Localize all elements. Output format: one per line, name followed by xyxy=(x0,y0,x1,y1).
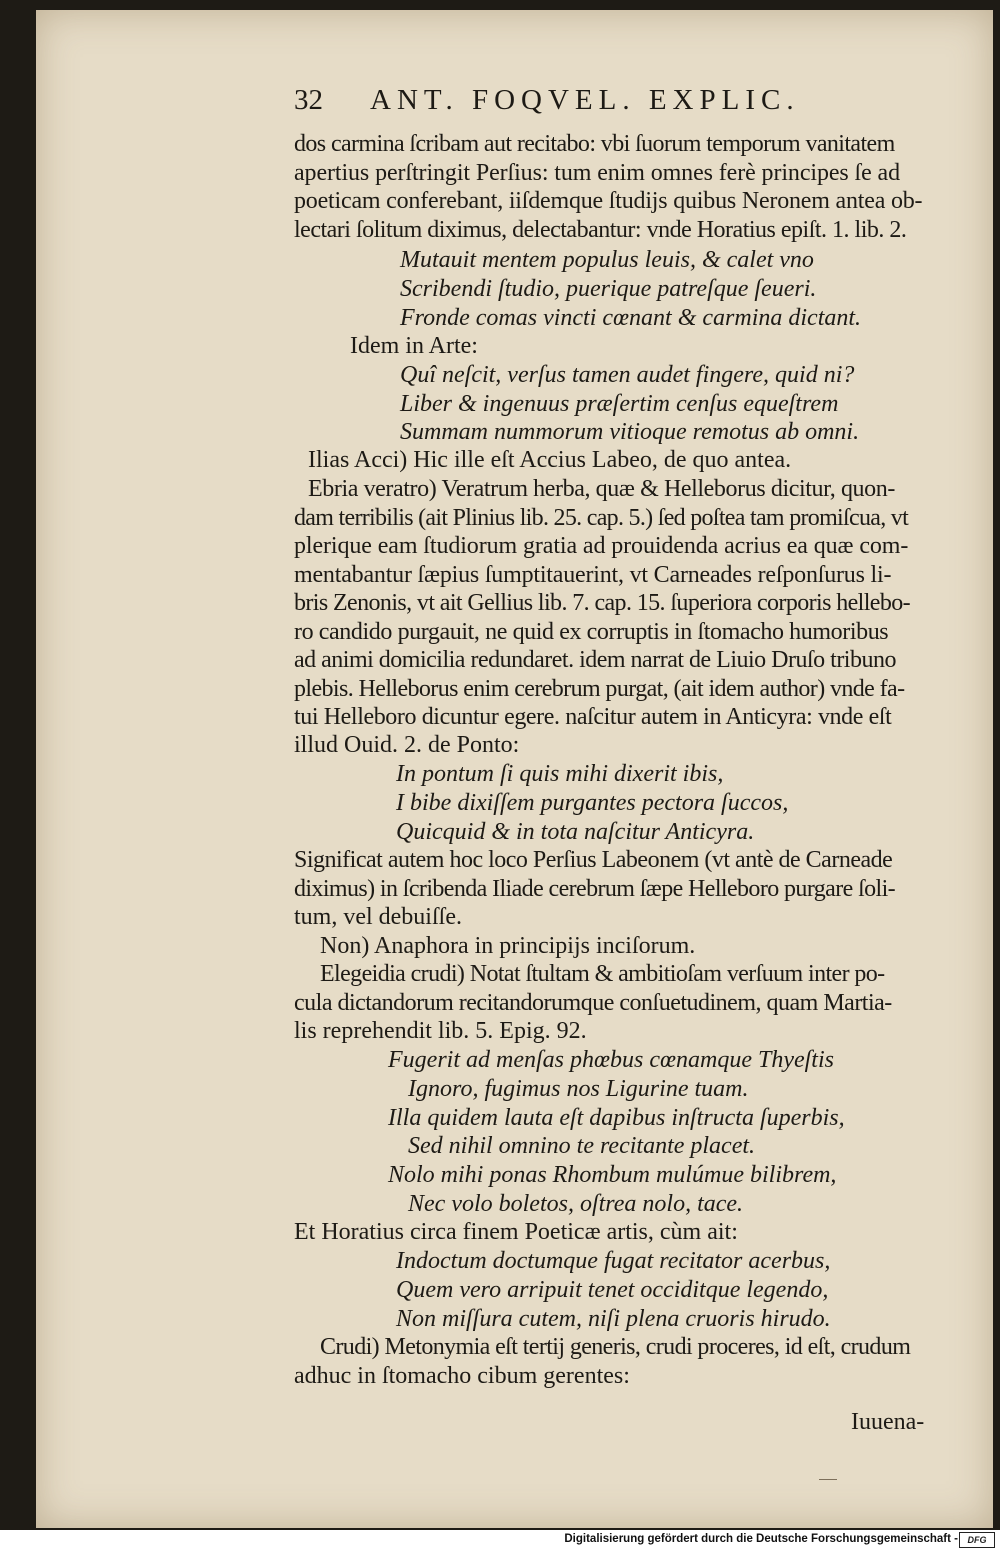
text-line: dos carmina ſcribam aut recitabo: vbi ſuorum temporum vanitatem xyxy=(294,131,895,157)
verse-line: Indoctum doctumque fugat recitator acerbus, xyxy=(396,1248,831,1274)
text-line: illud Ouid. 2. de Ponto: xyxy=(294,732,520,758)
verse-line: Illa quidem lauta eſt dapibus inſtructa ſuperbis, xyxy=(388,1105,845,1131)
text-line: diximus) in ſcribenda Iliade cerebrum ſæpe Helleboro purgare ſoli- xyxy=(294,876,896,902)
text-line: poeticam conferebant, iiſdemque ſtudijs quibus Neronem antea ob- xyxy=(294,188,923,214)
dfg-logo: DFG xyxy=(959,1532,995,1548)
text-line: Significat autem hoc loco Perſius Labeonem (vt antè de Carneade xyxy=(294,847,893,873)
verse-line: Nolo mihi ponas Rhombum mulúmue bilibrem, xyxy=(388,1162,837,1188)
verse-line: Mutauit mentem populus leuis, & calet vno xyxy=(400,247,814,273)
verse-line: Fronde comas vincti cœnant & carmina dictant. xyxy=(400,305,862,331)
text-line: ad animi domicilia redundaret. idem narrat de Liuio Druſo tribuno xyxy=(294,647,896,673)
verse-line: Sed nihil omnino te recitante placet. xyxy=(408,1133,756,1159)
digitization-footer xyxy=(0,1530,1000,1549)
text-line: lectari ſolitum diximus, delectabantur: vnde Horatius epiſt. 1. lib. 2. xyxy=(294,217,907,243)
page-mark xyxy=(819,1479,837,1480)
text-line: Elegeidia crudi) Notat ſtultam & ambitioſam verſuum inter po- xyxy=(320,961,885,987)
verse-line: Fugerit ad menſas phœbus cœnamque Thyeſtis xyxy=(388,1047,834,1073)
page-text xyxy=(36,10,993,1528)
text-line: ro candido purgauit, ne quid ex corruptis in ſtomacho humoribus xyxy=(294,619,889,645)
text-line: adhuc in ſtomacho cibum gerentes: xyxy=(294,1363,630,1389)
text-line: Ilias Acci) Hic ille eſt Accius Labeo, de quo antea. xyxy=(308,447,792,473)
text-line: tui Helleboro dicuntur egere. naſcitur autem in Anticyra: vnde eſt xyxy=(294,704,892,730)
text-line: dam terribilis (ait Plinius lib. 25. cap. 5.) ſed poſtea tam promiſcua, vt xyxy=(294,505,909,531)
verse-line: Quî neſcit, verſus tamen audet fingere, quid ni? xyxy=(400,362,855,388)
footer-credit: Digitalisierung gefördert durch die Deutsche Forschungsgemeinschaft - xyxy=(564,1533,958,1545)
verse-line: Quicquid & in tota naſcitur Anticyra. xyxy=(396,819,755,845)
text-line: bris Zenonis, vt ait Gellius lib. 7. cap. 15. ſuperiora corporis hellebo- xyxy=(294,590,911,616)
verse-line: Summam nummorum vitioque remotus ab omni. xyxy=(400,419,860,445)
verse-line: Liber & ingenuus præſertim cenſus equeſtrem xyxy=(400,391,839,417)
text-line: Crudi) Metonymia eſt tertij generis, crudi proceres, id eſt, crudum xyxy=(320,1334,911,1360)
verse-line: Scribendi ſtudio, puerique patreſque ſeueri. xyxy=(400,276,817,302)
text-line: Et Horatius circa finem Poeticæ artis, cùm ait: xyxy=(294,1219,738,1245)
verse-line: Ignoro, fugimus nos Ligurine tuam. xyxy=(408,1076,749,1102)
verse-line: I bibe dixiſſem purgantes pectora ſuccos, xyxy=(396,790,789,816)
text-line: Idem in Arte: xyxy=(350,333,478,359)
page-number: 32 xyxy=(294,84,323,116)
text-line: Ebria veratro) Veratrum herba, quæ & Helleborus dicitur, quon- xyxy=(308,476,895,502)
verse-line: Non miſſura cutem, niſi plena cruoris hirudo. xyxy=(396,1306,831,1332)
text-line: tum, vel debuiſſe. xyxy=(294,904,462,930)
text-line: plebis. Helleborus enim cerebrum purgat, (ait idem author) vnde fa- xyxy=(294,676,905,702)
text-line: plerique eam ſtudiorum gratia ad prouidenda acrius ea quæ com- xyxy=(294,533,909,559)
text-line: cula dictandorum recitandorumque conſuetudinem, quam Martia- xyxy=(294,990,892,1016)
book-page xyxy=(36,10,993,1528)
text-line: apertius perſtringit Perſius: tum enim omnes ferè principes ſe ad xyxy=(294,160,901,186)
verse-line: In pontum ſi quis mihi dixerit ibis, xyxy=(396,761,724,787)
verse-line: Quem vero arripuit tenet occiditque legendo, xyxy=(396,1277,829,1303)
text-line: Non) Anaphora in principijs inciſorum. xyxy=(320,933,696,959)
verse-line: Nec volo boletos, oſtrea nolo, tace. xyxy=(408,1191,744,1217)
running-title: ANT. FOQVEL. EXPLIC. xyxy=(370,84,800,116)
text-line: mentabantur ſæpius ſumptitauerint, vt Carneades reſponſurus li- xyxy=(294,562,892,588)
catchword: Iuuena- xyxy=(851,1409,925,1435)
text-line: lis reprehendit lib. 5. Epig. 92. xyxy=(294,1018,587,1044)
